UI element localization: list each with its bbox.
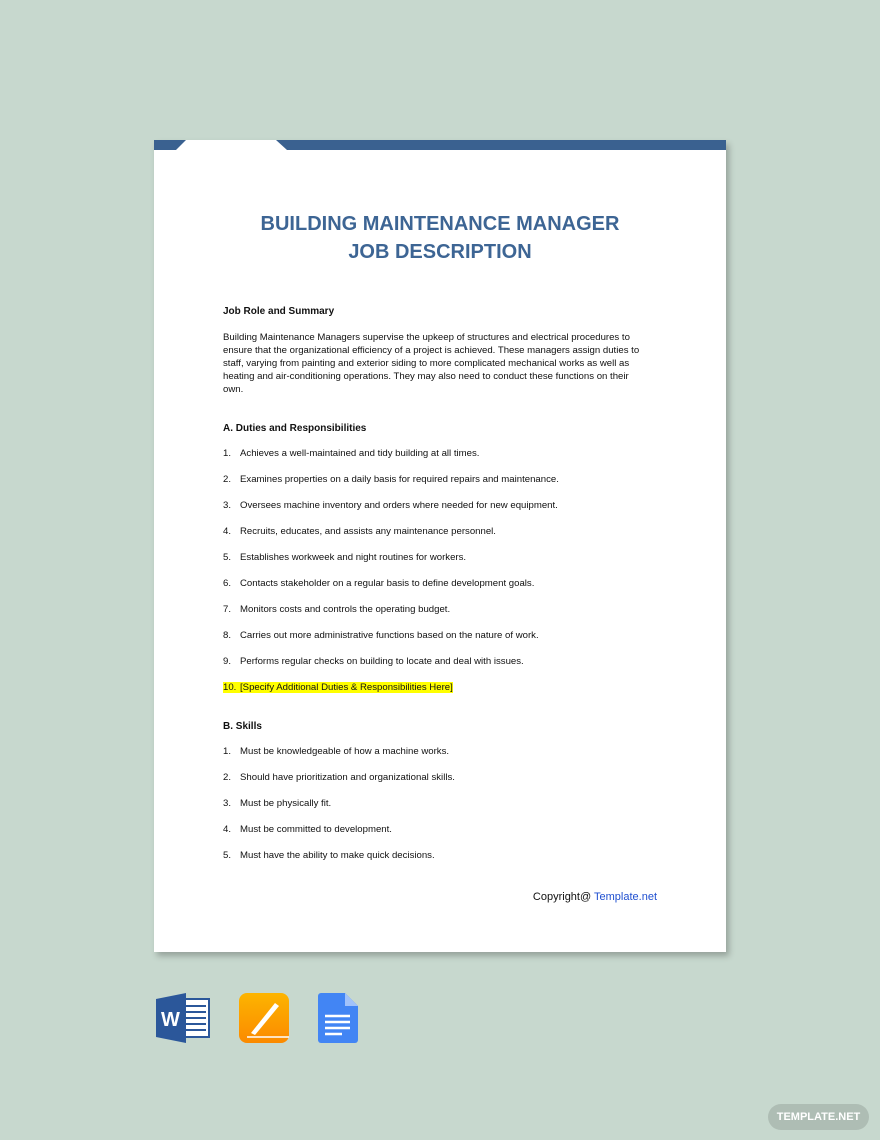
list-item xyxy=(223,798,331,809)
item-number: 6. xyxy=(223,578,232,589)
list-item xyxy=(223,772,455,783)
word-icon[interactable] xyxy=(156,993,210,1048)
list-item xyxy=(223,746,449,757)
item-number: 1. xyxy=(223,746,232,757)
item-number: 2. xyxy=(223,474,232,485)
item-text: Performs regular checks on building to locate and deal with issues. xyxy=(240,656,524,667)
list-item xyxy=(223,448,479,459)
skills-heading: B. Skills xyxy=(223,721,262,732)
item-number: 5. xyxy=(223,850,232,861)
item-number: 7. xyxy=(223,604,232,615)
list-item xyxy=(223,604,450,615)
item-number: 8. xyxy=(223,630,232,641)
header-bar xyxy=(154,140,726,150)
summary-heading: Job Role and Summary xyxy=(223,306,335,317)
list-item xyxy=(223,578,534,589)
item-text: Monitors costs and controls the operating budget. xyxy=(240,604,451,615)
list-item xyxy=(223,552,466,563)
item-number: 5. xyxy=(223,552,232,563)
item-text: Contacts stakeholder on a regular basis to define development goals. xyxy=(240,578,535,589)
item-number: 3. xyxy=(223,798,232,809)
list-item xyxy=(223,824,392,835)
list-item xyxy=(223,474,559,485)
item-text: Must be knowledgeable of how a machine works. xyxy=(240,746,450,757)
svg-text:W: W xyxy=(161,1009,180,1031)
pages-icon[interactable] xyxy=(239,993,289,1048)
item-text: Must have the ability to make quick decisions. xyxy=(240,850,435,861)
template-link[interactable]: Template.net xyxy=(594,891,657,903)
item-number: 4. xyxy=(223,824,232,835)
summary-text: Building Maintenance Managers supervise the upkeep of structures and electrical procedures to ensure that the organizational efficiency of a project is achieved. These managers assign duties to staff, varying from painting and exterior siding to more complicated mechanical works as well as heating and air-conditioning operations. They may also need to conduct these functions on their own. xyxy=(223,332,640,395)
google-docs-icon[interactable] xyxy=(318,993,358,1048)
list-item xyxy=(223,500,558,511)
item-number: 9. xyxy=(223,656,232,667)
copyright-prefix: Copyright@ xyxy=(532,891,595,903)
list-item xyxy=(223,656,524,667)
item-text: Examines properties on a daily basis for required repairs and maintenance. xyxy=(240,474,559,485)
duties-heading: A. Duties and Responsibilities xyxy=(223,423,367,434)
watermark-badge: TEMPLATE.NET xyxy=(768,1104,869,1130)
list-item xyxy=(223,850,435,861)
item-text: Carries out more administrative functions based on the nature of work. xyxy=(240,630,539,641)
item-number: 1. xyxy=(223,448,232,459)
list-item xyxy=(223,682,453,693)
header-notch xyxy=(176,140,287,150)
item-text: Establishes workweek and night routines for workers. xyxy=(240,552,467,563)
item-number: 10. xyxy=(223,682,240,693)
item-text: [Specify Additional Duties & Responsibilities Here] xyxy=(240,682,453,693)
copyright xyxy=(533,891,657,903)
item-text: Achieves a well-maintained and tidy building at all times. xyxy=(240,448,480,459)
title-line-2: JOB DESCRIPTION xyxy=(348,241,532,263)
item-number: 4. xyxy=(223,526,232,537)
item-text: Recruits, educates, and assists any maintenance personnel. xyxy=(240,526,496,537)
item-text: Oversees machine inventory and orders where needed for new equipment. xyxy=(240,500,558,511)
title-line-1: BUILDING MAINTENANCE MANAGER xyxy=(260,213,620,235)
document-page xyxy=(154,140,726,952)
item-text: Must be committed to development. xyxy=(240,824,392,835)
item-text: Must be physically fit. xyxy=(240,798,332,809)
item-text: Should have prioritization and organizational skills. xyxy=(240,772,455,783)
item-number: 3. xyxy=(223,500,232,511)
document-title xyxy=(154,210,726,266)
list-item xyxy=(223,526,496,537)
item-number: 2. xyxy=(223,772,232,783)
list-item xyxy=(223,630,539,641)
